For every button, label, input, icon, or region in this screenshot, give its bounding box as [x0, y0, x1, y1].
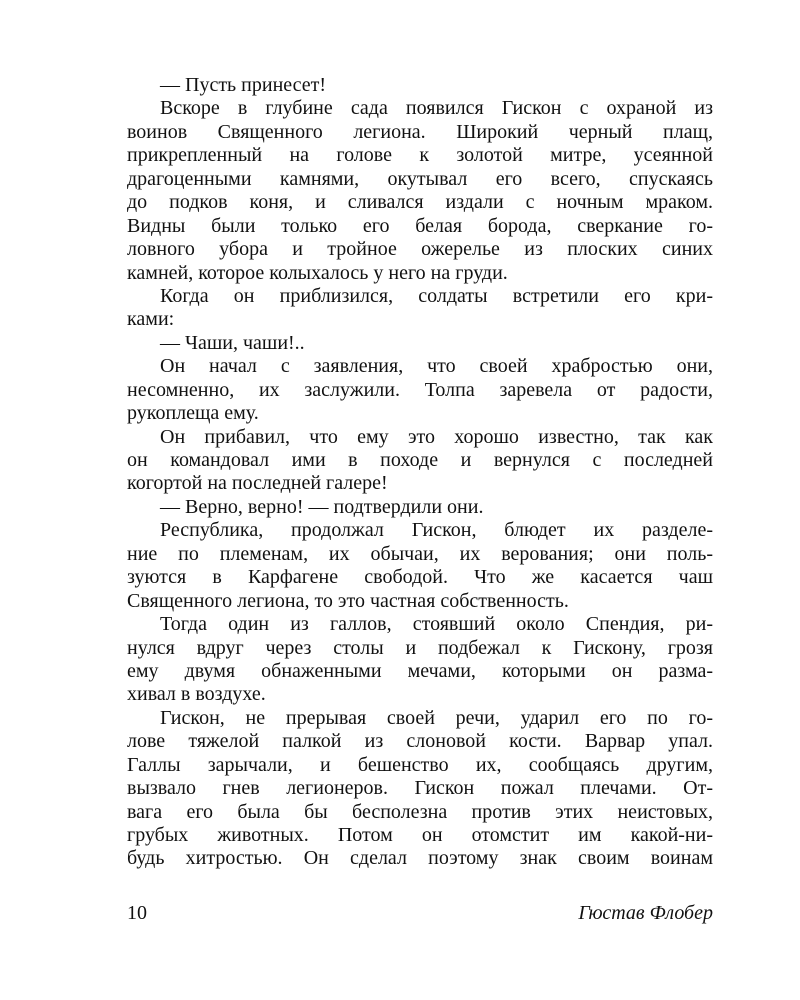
text-line: — Пусть принесет!: [160, 74, 327, 96]
text-line: камней, которое колыхалось у него на груди.: [127, 261, 508, 284]
text-line: Он начал с заявления, что своей храбростью они,: [160, 355, 713, 378]
text-line: Республика, продолжал Гискон, блюдет их разделе-: [160, 519, 713, 542]
text-line: ками:: [127, 308, 175, 331]
text-line: когортой на последней галере!: [127, 472, 388, 495]
text-line: драгоценными камнями, окутывал его всего, спускаясь: [127, 167, 713, 190]
text-line: — Чаши, чаши!..: [160, 331, 305, 354]
text-line: прикрепленный на голове к золотой митре, усеянной: [127, 144, 713, 167]
text-line: Галлы зарычали, и бешенство их, сообщаясь другим,: [127, 753, 713, 776]
page-footer: [127, 900, 713, 926]
text-line: Он прибавил, что ему это хорошо известно, так как: [160, 425, 713, 448]
text-line: ему двумя обнаженными мечами, которыми он разма-: [127, 659, 713, 682]
text-line: он командовал ими в походе и вернулся с последней: [127, 449, 713, 471]
text-line: вызвало гнев легионеров. Гискон пожал плечами. От-: [127, 777, 713, 800]
text-line: ние по племенам, их обычаи, их верования; они поль-: [127, 542, 713, 565]
body-text: [127, 74, 713, 871]
text-line: грубых животных. Потом он отомстит им какой-ни-: [127, 824, 713, 846]
text-line: лове тяжелой палкой из слоновой кости. Варвар упал.: [127, 730, 713, 753]
text-line: несомненно, их заслужили. Толпа заревела от радости,: [127, 378, 713, 401]
text-line: хивал в воздухе.: [127, 683, 266, 706]
text-line: Вскоре в глубине сада появился Гискон с охраной из: [160, 97, 713, 120]
text-line: рукоплеща ему.: [127, 402, 259, 425]
text-line: Видны были только его белая борода, сверкание го-: [127, 214, 713, 237]
text-line: Когда он приблизился, солдаты встретили его кри-: [160, 284, 713, 307]
running-head-author: Гюстав Флобер: [578, 902, 713, 924]
text-line: нулся вдруг через столы и подбежал к Гискону, грозя: [127, 636, 713, 659]
text-line: воинов Священного легиона. Широкий черный плащ,: [127, 120, 713, 143]
text-line: зуются в Карфагене свободой. Что же касается чаш: [127, 566, 713, 589]
text-line: будь хитростью. Он сделал поэтому знак своим воинам: [127, 847, 713, 870]
text-line: Тогда один из галлов, стоявший около Спендия, ри-: [160, 613, 713, 636]
text-line: до подков коня, и сливался издали с ночным мраком.: [127, 191, 713, 214]
text-line: Священного легиона, то это частная собственность.: [127, 589, 569, 612]
text-line: вага его была бы бесполезна против этих неистовых,: [127, 800, 713, 823]
text-line: ловного убора и тройное ожерелье из плоских синих: [127, 238, 713, 261]
page-number: 10: [127, 902, 147, 924]
text-line: Гискон, не прерывая своей речи, ударил его по го-: [160, 706, 713, 729]
text-line: — Верно, верно! — подтвердили они.: [160, 495, 484, 518]
